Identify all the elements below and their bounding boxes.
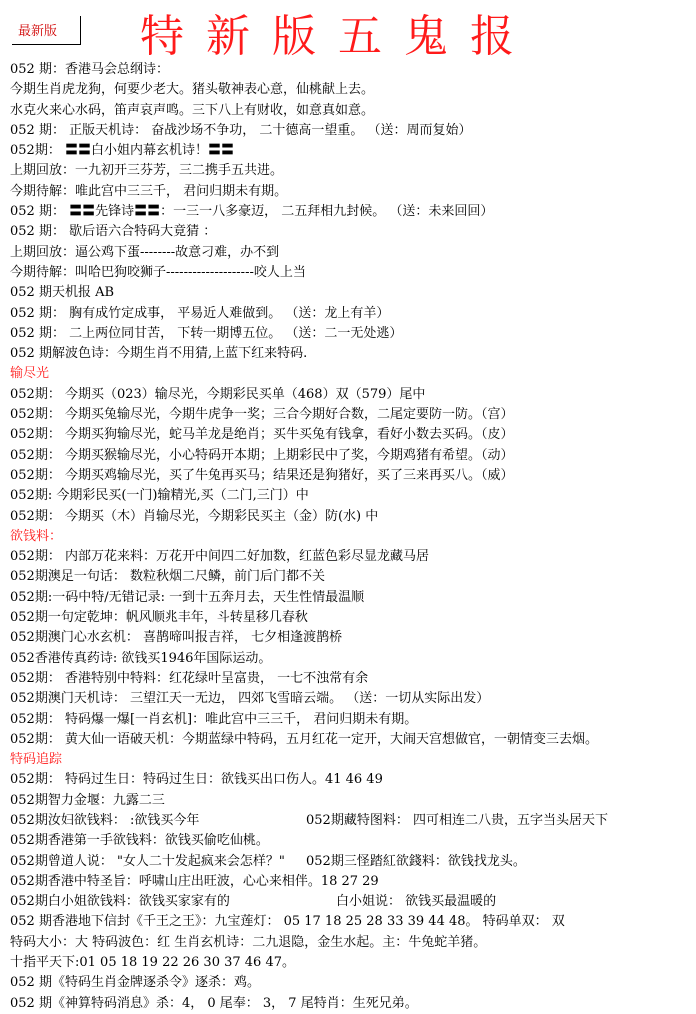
text-line: 052期澳门天机诗： 三望江天一无边， 四郊飞雪暗云端。 （送：一切从实际出发）	[10, 691, 490, 707]
text-line: 052期： 今期买鸡输尽光，买了牛兔再买马；结果还是狗猪好，买了三来再买八。（威）	[10, 467, 514, 483]
text-line: 052期： 〓〓白小姐内幕玄机诗！〓〓	[10, 143, 234, 159]
text-line: 052香港传真药诗: 欲钱买1946年国际运动。	[10, 650, 272, 666]
text-line: 052期智力金堰：九露二三	[10, 792, 165, 808]
text-line: 上期回放：一九初开三芬芳，三二携手五共进。	[10, 163, 284, 179]
text-line: 052期: 今期彩民买(一门)输精光,买（二门,三门）中	[10, 488, 309, 504]
text-line-left: 052期曾道人说： "女人二十发起疯来会怎样？"	[10, 853, 285, 869]
text-line: 上期回放：逼公鸡下蛋--------故意刁难，办不到	[10, 244, 280, 260]
text-line: 052期澳足一句话： 数粒秋烟二尺鳞，前门后门都不关	[10, 569, 325, 585]
text-line: 052期： 内部万花来料：万花开中间四二好加数，红蓝色彩尽显龙藏马居	[10, 549, 429, 565]
text-line: 052期： 今期买（木）肖输尽光，今期彩民买主（金）防(水) 中	[10, 508, 379, 524]
text-line: 052期： 今期买猴输尽光，小心特码开本期；上期彩民中了奖，今期鸡猪有希望。（动）	[10, 447, 514, 463]
text-line	[10, 811, 694, 831]
text-line: 052 期： 胸有成竹定成事， 平易近人难做到。 （送：龙上有羊）	[10, 305, 390, 321]
text-line	[10, 852, 694, 872]
badge-label: 最新版	[18, 24, 58, 39]
page-title: 特新版五鬼报	[140, 11, 536, 62]
section-heading: 输尽光	[10, 366, 50, 382]
text-line: 今期待解：叫哈巴狗咬狮子--------------------咬人上当	[10, 264, 306, 280]
text-line-right: 052期三怪踏紅欲錢料：欲钱找龙头。	[306, 853, 526, 869]
text-line: 052 期《神算特码消息》杀：4， 0 尾奉： 3， 7 尾特肖：生死兄弟。	[10, 995, 418, 1011]
text-line: 十指平天下:01 05 18 19 22 26 30 37 46 47。	[10, 955, 295, 971]
text-line: 052期澳门心水玄机： 喜鹊啼叫报吉祥， 七夕相逢渡鹊桥	[10, 630, 343, 646]
text-line: 今期生肖虎龙狗，何要少老大。猪头敬神表心意，仙桃献上去。	[10, 82, 375, 98]
text-line: 052 期：香港马会总纲诗：	[10, 62, 169, 77]
text-line: 052期香港中特圣旨：呼啸山庄出旺波，心心来相伴。18 27 29	[10, 873, 379, 889]
text-line: 052期： 黄大仙一语破天机：今期蓝绿中特码，五月红花一定开，大闹天宫想做官，一朝情变三去烟。	[10, 731, 598, 747]
text-line: 052 期香港地下信封《千王之王》：九宝莲灯： 05 17 18 25 28 33 39 44 48。 特码单双： 双	[10, 914, 565, 930]
text-line: 052期： 今期买兔输尽光，今期牛虎争一奖；三合今期好合数，二尾定要防一防。（宫）	[10, 407, 514, 423]
text-line: 052 期： 歇后语六合特码大竟猜 ：	[10, 224, 217, 240]
text-line: 052 期《特码生肖金牌逐杀令》逐杀：鸡。	[10, 975, 260, 991]
text-line: 特码大小：大 特码波色：红 生肖玄机诗：二九退隐，金生水起。主：牛兔蛇羊猪。	[10, 934, 487, 950]
section-heading: 欲钱料：	[10, 528, 63, 544]
text-line	[10, 892, 694, 912]
text-line: 052期： 今期买狗输尽光，蛇马羊龙是绝肖；买牛买兔有钱拿，看好小数去买码。（皮）	[10, 427, 514, 443]
text-line: 052期： 今期买（023）输尽光，今期彩民买单（468）双（579）尾中	[10, 386, 426, 402]
text-line: 052 期： 〓〓先锋诗〓〓：一三一八多豪迈， 二五拜相九封候。 （送：未来回回）	[10, 204, 494, 220]
content-lines	[10, 60, 694, 1014]
section-heading: 特码追踪	[10, 752, 63, 768]
text-line-right: 052期藏特图料： 四可相连二八贵，五字当头居天下	[306, 812, 608, 828]
text-line: 052期一句定乾坤：帆风顺兆丰年，斗转星移几春秋	[10, 610, 308, 626]
text-line: 052期： 香港特别中特料：红花绿叶呈富贵， 一七不浊常有余	[10, 670, 369, 686]
text-line: 水克火来心水码，笛声哀声鸣。三下八上有财收，如意真如意。	[10, 102, 375, 118]
text-line: 052 期： 正版天机诗： 奋战沙场不争功， 二十德高一望重。 （送：周而复始）	[10, 122, 472, 138]
text-line: 052期:一码中特/无错记录: 一到十五奔月去，天生性情最温顺	[10, 589, 365, 605]
text-line: 052 期天机报 AB	[10, 285, 115, 301]
text-line: 052 期： 二上两位同甘苦， 下转一期博五位。 （送：二一无处逃）	[10, 325, 403, 341]
text-line: 今期待解：唯此宫中三三千， 君问归期未有期。	[10, 183, 288, 199]
latest-version-badge	[12, 16, 81, 45]
text-line-right: 白小姐说： 欲钱买最温暖的	[336, 894, 497, 910]
text-line: 052期： 特码爆一爆[一肖玄机]：唯此宫中三三千， 君问归期未有期。	[10, 711, 418, 727]
text-line-left: 052期白小姐欲钱料：欲钱买家家有的	[10, 894, 230, 910]
text-line: 052 期解波色诗：今期生肖不用猜,上蓝下红来特码.	[10, 346, 308, 362]
text-line-left: 052期汝妇欲钱料： :欲钱买今年	[10, 812, 200, 828]
text-line: 052期： 特码过生日：特码过生日：欲钱买出口伤人。41 46 49	[10, 772, 383, 788]
text-line: 052期香港第一手欲钱料：欲钱买偷吃仙桃。	[10, 833, 269, 849]
